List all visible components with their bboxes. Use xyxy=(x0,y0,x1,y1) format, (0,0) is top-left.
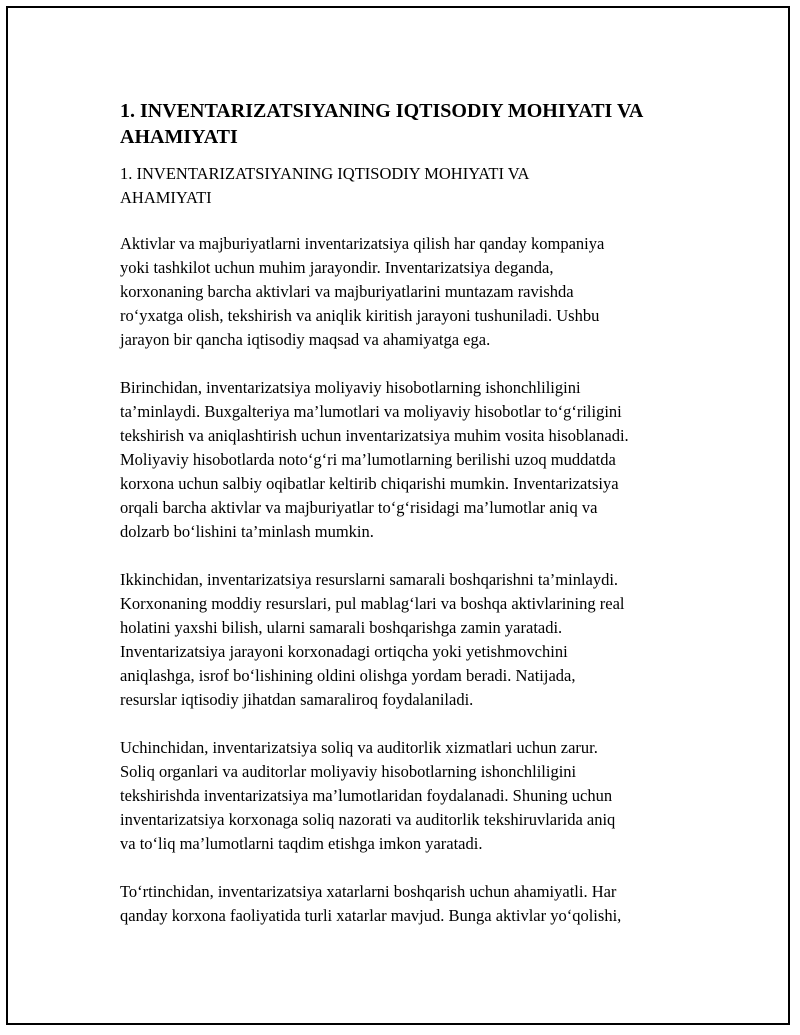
paragraph-fourth: To‘rtinchidan, inventarizatsiya xatarlarni boshqarish uchun ahamiyatli. Har qanday korxona faoliyatida turli xatarlar mavjud. Bunga aktivlar yo‘qolishi, xyxy=(120,882,622,925)
paragraph-second: Ikkinchidan, inventarizatsiya resurslarni samarali boshqarishni ta’minlaydi. Korxonaning moddiy resurslari, pul mablag‘lari va boshqa aktivlarining real holatini yaxshi bilish, ularni samarali boshqarishga zamin yaratadi. Inventarizatsiya jarayoni korxonadagi ortiqcha yoki yetishmovchini aniqlashga, isrof bo‘lishining oldini olishga yordam beradi. Natijada, resurslar iqtisodiy jihatdan samaraliroq foydalaniladi. xyxy=(120,570,625,709)
paragraph-first: Birinchidan, inventarizatsiya moliyaviy hisobotlarning ishonchliligini ta’minlaydi. Buxgalteriya ma’lumotlari va moliyaviy hisobotlar to‘g‘riligini tekshirish va aniqlashtirish uchun inventarizatsiya muhim vosita hisoblanadi. Moliyaviy hisobotlarda noto‘g‘ri ma’lumotlarning berilishi uzoq muddatda korxona uchun salbiy oqibatlar keltirib chiqarishi mumkin. Inventarizatsiya orqali barcha aktivlar va majburiyatlar to‘g‘risidagi ma’lumotlar aniq va dolzarb bo‘lishini ta’minlash mumkin. xyxy=(120,378,629,541)
document-heading: 1. INVENTARIZATSIYANING IQTISODIY MOHIYATI VA AHAMIYATI xyxy=(120,100,644,148)
paragraph-third: Uchinchidan, inventarizatsiya soliq va auditorlik xizmatlari uchun zarur. Soliq organlari va auditorlar moliyaviy hisobotlarning ishonchliligini tekshirishda inventarizatsiya ma’lumotlaridan foydalanadi. Shuning uchun inventarizatsiya korxonaga soliq nazorati va auditorlik tekshiruvlarida aniq va to‘liq ma’lumotlarni taqdim etishga imkon yaratadi. xyxy=(120,738,616,853)
paragraph-intro: Aktivlar va majburiyatlarni inventarizatsiya qilish har qanday kompaniya yoki tashkilot uchun muhim jarayondir. Inventarizatsiya deganda, korxonaning barcha aktivlari va majburiyatlarini muntazam ravishda ro‘yxatga olish, tekshirish va aniqlik kiritish jarayoni tushuniladi. Ushbu jarayon bir qancha iqtisodiy maqsad va ahamiyatga ega. xyxy=(120,234,605,349)
page-frame xyxy=(6,6,790,1025)
document-body xyxy=(120,98,700,952)
document-subheading: 1. INVENTARIZATSIYANING IQTISODIY MOHIYATI VA AHAMIYATI xyxy=(120,164,530,207)
